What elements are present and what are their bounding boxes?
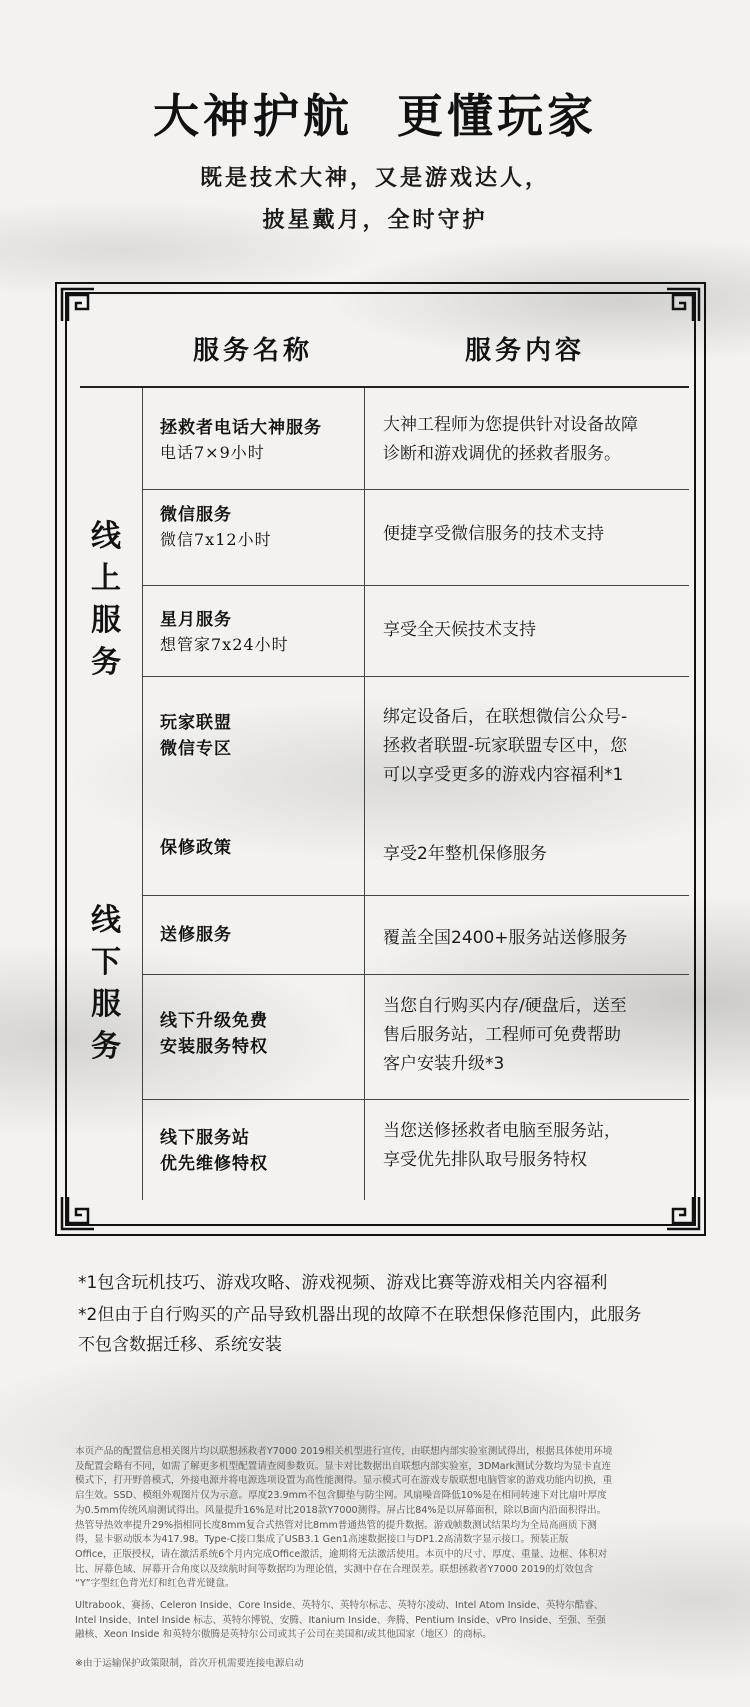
service-name-cell: 玩家联盟 微信专区	[160, 713, 232, 759]
service-name-cell: 微信服务 微信7x12小时	[160, 505, 272, 549]
header-divider	[80, 386, 689, 388]
corner-ornament-icon	[60, 287, 96, 323]
subtitle-line1: 既是技术大神，又是游戏达人，	[199, 165, 550, 191]
service-content-cell: 覆盖全国2400+服务站送修服务	[383, 928, 628, 948]
service-content-cell: 当您送修拯救者电脑至服务站， 享受优先排队取号服务特权	[383, 1121, 621, 1170]
service-name-cell: 保修政策	[160, 838, 232, 858]
row-divider	[142, 585, 689, 586]
column-header-service-name: 服务名称	[192, 336, 313, 366]
corner-ornament-icon	[665, 1195, 701, 1231]
footnote-2: *2但由于自行购买的产品导致机器出现的故障不在联想保修范围内，此服务 不包含数据迁移、系统安装	[78, 1305, 642, 1355]
service-name-cell: 线下升级免费 安装服务特权	[160, 1011, 268, 1057]
column-divider	[364, 388, 365, 1200]
row-divider	[142, 489, 689, 490]
footnote-1: *1包含玩机技巧、游戏攻略、游戏视频、游戏比赛等游戏相关内容福利	[78, 1273, 608, 1293]
row-divider	[142, 974, 689, 975]
service-content-cell: 大神工程师为您提供针对设备故障 诊断和游戏调优的拯救者服务。	[383, 415, 638, 464]
category-online-services: 线 上 服 务	[91, 519, 121, 680]
service-content-cell: 绑定设备后，在联想微信公众号- 拯救者联盟-玩家联盟专区中，您 可以享受更多的游戏内容福利*1	[383, 707, 628, 785]
power-note: ※由于运输保护政策限制，首次开机需要连接电源启动	[75, 1658, 304, 1669]
row-divider	[142, 895, 689, 896]
category-offline-services: 线 下 服 务	[91, 903, 121, 1064]
service-name-cell: 拯救者电话大神服务 电话7×9小时	[160, 418, 322, 462]
service-name-cell: 线下服务站 优先维修特权	[160, 1128, 268, 1174]
corner-ornament-icon	[665, 287, 701, 323]
page-title	[0, 80, 750, 146]
service-content-cell: 当您自行购买内存/硬盘后，送至 售后服务站，工程师可免费帮助 客户安装升级*3	[383, 996, 627, 1074]
title-part2: 更懂玩家	[397, 89, 597, 143]
service-content-cell: 便捷享受微信服务的技术支持	[383, 524, 604, 544]
service-name-cell: 送修服务	[160, 925, 232, 945]
subtitle-line2: 披星戴月，全时守护	[262, 207, 488, 233]
column-divider	[142, 388, 143, 1200]
row-divider	[142, 1099, 689, 1100]
trademark-paragraph: Ultrabook、赛扬、Celeron Inside、Core Inside、英特尔、英特尔标志、英特尔凌动、Intel Atom Inside、英特尔酷睿、 Intel Inside、Intel Inside 标志、英特尔博锐、安腾、Itanium Inside、奔腾、Pentium Inside、vPro Inside、至强、至强 融核、Xeon Inside 和英特尔傲腾是英特尔公司或其子公司在美国和/或其他国家（地区）的商标。	[75, 1600, 606, 1641]
title-part1: 大神护航	[153, 89, 353, 143]
service-content-cell: 享受2年整机保修服务	[383, 844, 547, 864]
disclaimer-paragraph: 本页产品的配置信息相关图片均以联想拯救者Y7000 2019相关机型进行宣传，由联想内部实验室测试得出，根据具体使用环境 及配置会略有不同，如需了解更多机型配置请查阅参数页。显卡对比数据出自联想内部实验室，3DMark测试分数均为显卡直连 模式下，打开野兽模式，外接电源并将电源选项设置为高性能测得。显示模式可在游戏专版联想电脑管家的游戏功能内切换，重 启生效。SSD、模组外观图片仅为示意。厚度23.9mm不包含脚垫与防尘网。风扇噪音降低10%是在相同转速下对比扇叶厚度 为0.5mm传统风扇测试得出。风量提升16%是对比2018款Y7000测得。屏占比84%是以屏幕面积，除以B面内沿面积得出。 热管导热效率提升29%指相同长度8mm复合式热管对比8mm普通热管的提升数据。游戏帧数测试结果均为全局高画质下测 得，显卡驱动版本为417.98。Type-C接口集成了USB3.1 Gen1高速数据接口与DP1.2高清数字显示接口。预装正版 Office，正版授权，请在激活系统6个月内完成Office激活，逾期将无法激活使用。本页中的尺寸、厚度、重量、边框、体积对 比、屏幕色域、屏幕开合角度以及续航时间等数据均为理论值，实测中存在合理误差。联想拯救者Y7000 2019的灯效包含 “Y”字型红色背光灯和红色背光键盘。	[75, 1446, 613, 1590]
service-name-cell: 星月服务 想管家7x24小时	[160, 610, 289, 654]
service-content-cell: 享受全天候技术支持	[383, 620, 536, 640]
row-divider	[142, 676, 689, 677]
corner-ornament-icon	[60, 1195, 96, 1231]
column-header-service-content: 服务内容	[464, 336, 585, 366]
